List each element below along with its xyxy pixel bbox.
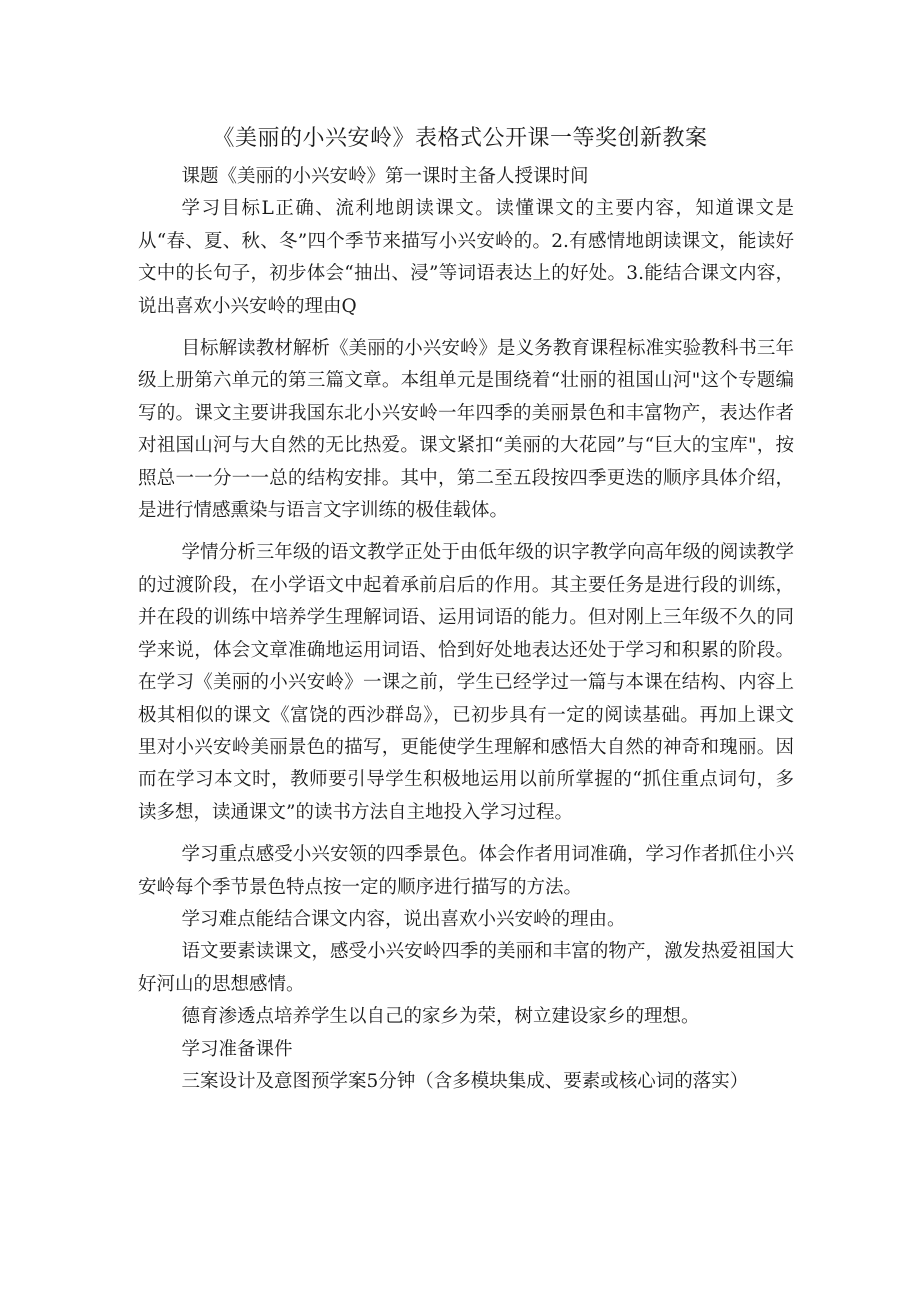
- document-title: 《美丽的小兴安岭》表格式公开课一等奖创新教案: [212, 126, 708, 151]
- key-points-paragraph: 学习重点感受小兴安领的四季景色。体会作者用词准确，学习作者抓住小兴安岭每个季节景色特点按一定的顺序进行描写的方法。: [138, 844, 794, 898]
- document-body: [138, 161, 794, 1098]
- preparation-paragraph: 学习准备课件: [181, 1038, 293, 1060]
- textbook-analysis-paragraph: 目标解读教材解析《美丽的小兴安岭》是义务教育课程标准实验教科书三年级上册第六单元的第三篇文章。本组单元是围绕着“壮丽的祖国山河"这个专题编写的。课文主要讲我国东北小兴安岭一年四季的美丽景色和丰富物产，表达作者对祖国山河与大自然的无比热爱。课文紧扣“美丽的大花园”与“巨大的宝库"，按照总一一分一一总的结构安排。其中，第二至五段按四季更迭的顺序具体介绍，是进行情感熏染与语言文字训练的极佳载体。: [138, 338, 794, 522]
- language-elements-paragraph: 语文要素读课文，感受小兴安岭四季的美丽和丰富的物产，激发热爱祖国大好河山的思想感情。: [138, 941, 794, 995]
- difficulties-paragraph: 学习难点能结合课文内容，说出喜欢小兴安岭的理由。: [181, 908, 626, 930]
- lesson-info-paragraph: 课题《美丽的小兴安岭》第一课时主备人授课时间: [181, 166, 589, 187]
- learner-analysis-paragraph: 学情分析三年级的语文教学正处于由低年级的识字教学向高年级的阅读教学的过渡阶段，在小学语文中起着承前启后的作用。其主要任务是进行段的训练，并在段的训练中培养学生理解词语、运用词语的能力。但对刚上三年级不久的同学来说，体会文章准确地运用词语、恰到好处地表达还处于学习和积累的阶段。在学习《美丽的小兴安岭》一课之前，学生已经学过一篇与本课在结构、内容上极其相似的课文《富饶的西沙群岛》，已初步具有一定的阅读基础。再加上课文里对小兴安岭美丽景色的描写，更能使学生理解和感悟大自然的神奇和瑰丽。因而在学习本文时，教师要引导学生积极地运用以前所掌握的“抓住重点词句，多读多想，读通课文”的读书方法自主地投入学习过程。: [138, 542, 794, 823]
- learning-objectives-paragraph: 学习目标L正确、流利地朗读课文。读懂课文的主要内容，知道课文是从“春、夏、秋、冬”四个季节来描写小兴安岭的。2.有感情地朗读课文，能读好文中的长句子，初步体会“抽出、浸”等词语表达上的好处。3.能结合课文内容，说出喜欢小兴安岭的理由Q: [138, 198, 794, 317]
- design-intent-paragraph: 三案设计及意图预学案5分钟（含多模块集成、要素或核心词的落实）: [181, 1070, 749, 1092]
- moral-education-paragraph: 德育渗透点培养学生以自己的家乡为荣，树立建设家乡的理想。: [181, 1006, 700, 1028]
